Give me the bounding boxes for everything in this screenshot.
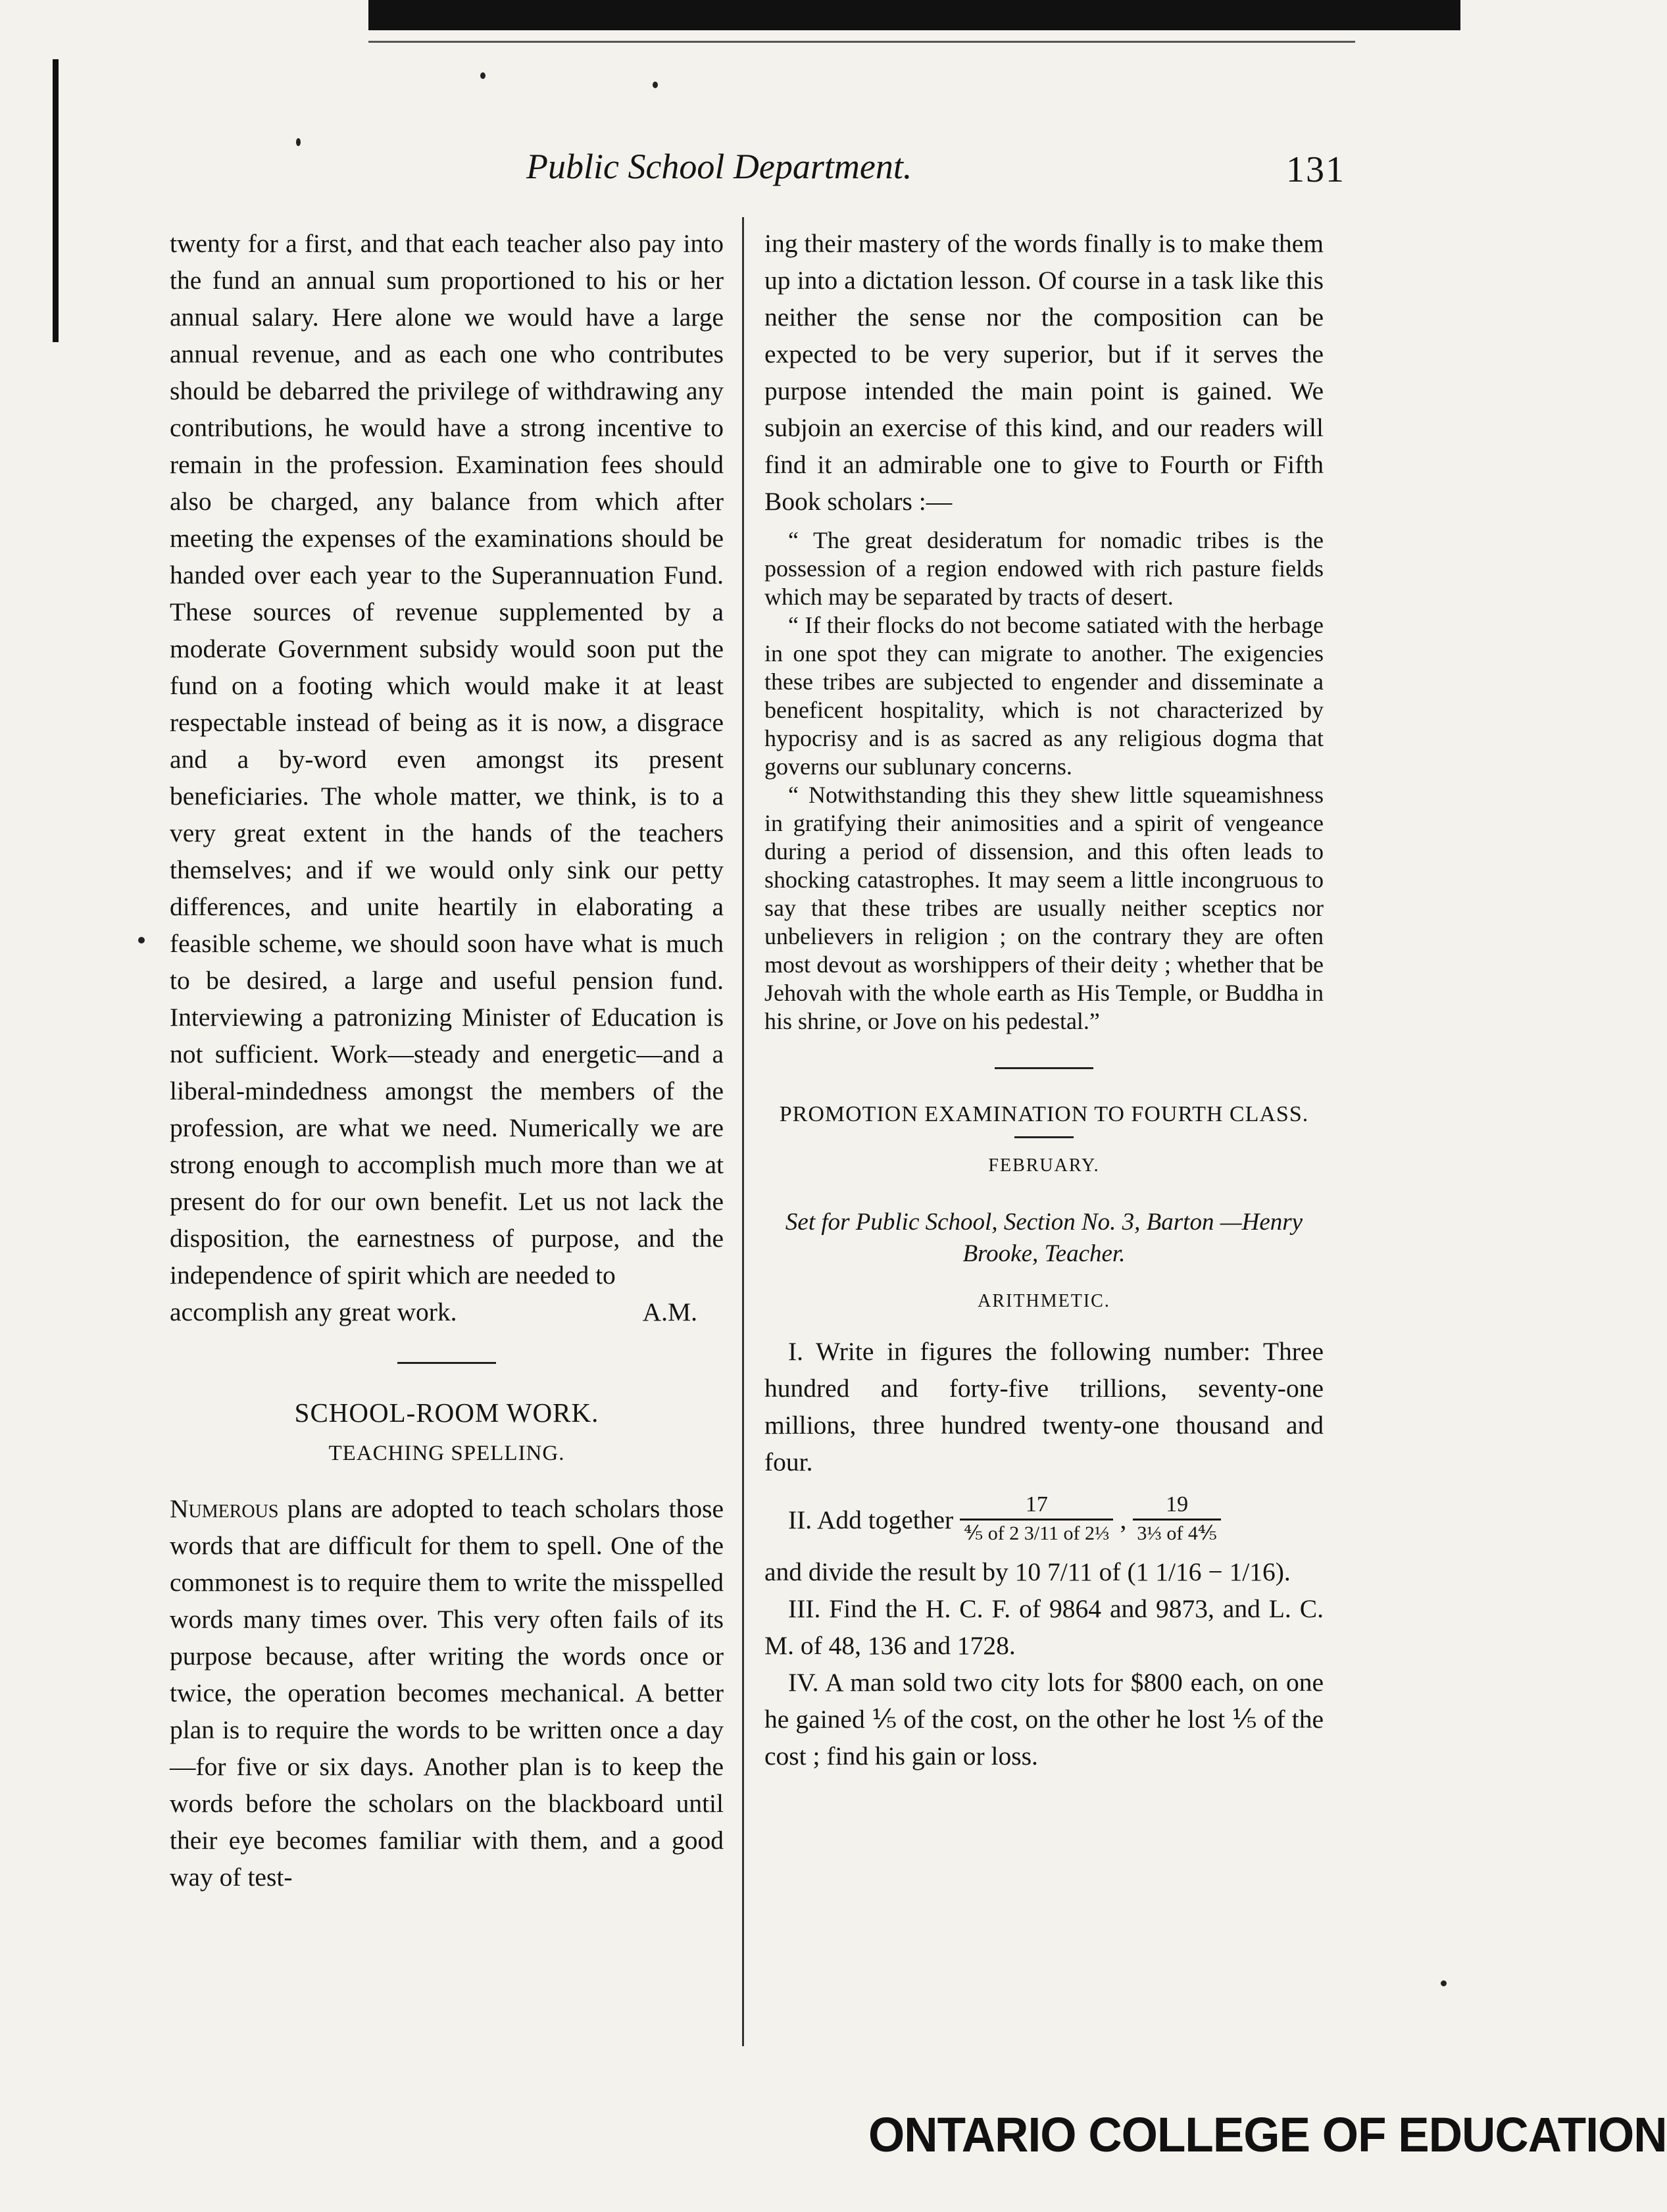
running-head [0, 146, 1539, 192]
question-2-tail: and divide the result by 10 7/11 of (1 1/16 − 1/16). [764, 1557, 1291, 1586]
speck [653, 82, 658, 88]
fraction-denominator: ⅘ of 2 3/11 of 2⅓ [960, 1519, 1113, 1547]
dictation-quote: “ If their flocks do not become satiated with the herbage in one spot they can migrate to another. The exigencies these tribes are subjected to engender and disseminate a beneficent hospitality, which is not characterized by hypocrisy and is as sacred as any religious dogma that governs our sublunary concerns. [764, 612, 1324, 780]
library-stamp: ONTARIO COLLEGE OF EDUCATION [868, 2107, 1667, 2162]
closing-text: accomplish any great work. [170, 1297, 457, 1326]
speck [138, 937, 145, 943]
left-column [170, 225, 724, 1896]
fraction-numerator: 17 [1025, 1492, 1048, 1517]
speck [480, 72, 485, 79]
fraction-separator: , [1120, 1505, 1127, 1534]
exam-set-line: Set for Public School, Section No. 3, Barton —Henry Brooke, Teacher. [785, 1209, 1303, 1267]
top-rule [368, 41, 1355, 43]
body-paragraph: twenty for a first, and that each teacher also pay into the fund an annual sum proportioned to his or her annual salary. Here alone we would have a large annual revenue, and as each one who contributes should be debarred the privilege of withdrawing any contributions, he would have a strong incentive to remain in the profession. Examination fees should also be charged, any balance from which after meeting the expenses of the examinations should be handed over each year to the Superannuation Fund. These sources of revenue supplemented by a moderate Government subsidy would soon put the fund on a footing which would make it at least respectable instead of being as it is now, a disgrace and a by-word even amongst its present beneficiaries. The whole matter, we think, is to a very great extent in the hands of the teachers themselves; and if we would only sink our petty differences, and unite heartily in elaborating a feasible scheme, we should soon have what is much to be desired, a large and useful pension fund. Interviewing a patronizing Minister of Education is not sufficient. Work—steady and energetic—and a liberal-mindedness amongst the members of the profession, are what we need. Numerically we are strong enough to accomplish much more than we at present do for our own benefit. Let us not lack the disposition, the earnestness of purpose, and the independence of spirit which are needed to [170, 229, 724, 1290]
signature: A.M. [642, 1297, 697, 1326]
question-3: III. Find the H. C. F. of 9864 and 9873, and L. C. M. of 48, 136 and 1728. [764, 1594, 1324, 1660]
top-edge-bar [368, 0, 1460, 30]
signoff-line [170, 1294, 724, 1330]
speck [1441, 1980, 1447, 1986]
lead-word: Numerous [170, 1494, 279, 1523]
running-title: Public School Department. [526, 147, 912, 186]
question-2-lead: II. Add together [788, 1505, 954, 1534]
question-4: IV. A man sold two city lots for $800 each, on one he gained ⅕ of the cost, on the other he lost ⅕ of the cost ; find his gain or loss. [764, 1668, 1324, 1771]
column-divider [742, 217, 744, 2046]
question-2 [764, 1492, 1324, 1547]
fraction-denominator: 3⅓ of 4⅘ [1133, 1519, 1221, 1547]
exam-heading: PROMOTION EXAMINATION TO FOURTH CLASS. [779, 1102, 1309, 1126]
dictation-quote: “ The great desideratum for nomadic tribes is the possession of a region endowed with rich pasture fields which may be separated by tracts of desert. [764, 527, 1324, 610]
section-divider [995, 1067, 1093, 1069]
right-column [764, 225, 1324, 1774]
body-paragraph: ing their mastery of the words finally is to make them up into a dictation lesson. Of course in a task like this neither the sense nor the composition can be expected to be very superior, but if it serves the purpose intended the main point is gained. We subjoin an exercise of this kind, and our readers will find it an admirable one to give to Fourth or Fifth Book scholars :— [764, 229, 1324, 516]
binding-edge [53, 59, 59, 342]
fraction-numerator: 19 [1166, 1492, 1189, 1517]
body-paragraph [170, 1490, 724, 1896]
fraction [960, 1492, 1113, 1547]
exam-month: FEBRUARY. [988, 1155, 1100, 1176]
exam-subject: ARITHMETIC. [978, 1291, 1110, 1311]
section-divider [397, 1362, 496, 1364]
paragraph-text: plans are adopted to teach scholars those words that are difficult for them to spell. One of the commonest is to require them to write the misspelled words many times over. This very often fails of its purpose because, after writing the words once or twice, the operation becomes mechanical. A better plan is to require the words to be written once a day—for five or six days. Another plan is to keep the words before the scholars on the blackboard until their eye becomes familiar with them, and a good way of test- [170, 1494, 724, 1892]
small-divider [1014, 1136, 1074, 1138]
subheading: TEACHING SPELLING. [328, 1442, 565, 1465]
question-1: I. Write in figures the following number: Three hundred and forty-five trillions, seventy-one millions, three hundred twenty-one thousand and four. [764, 1337, 1324, 1476]
fraction [1133, 1492, 1221, 1547]
speck [296, 138, 301, 146]
section-heading: SCHOOL-ROOM WORK. [294, 1397, 599, 1428]
dictation-quote: “ Notwithstanding this they shew little squeamishness in gratifying their animosities and a spirit of vengeance during a period of dissension, and this often leads to shocking catastrophes. It may seem a little incongruous to say that these tribes are usually neither sceptics nor unbelievers in religion ; on the contrary they are often most devout as worshippers of their deity ; whether that be Jehovah with the whole earth as His Temple, or Buddha in his shrine, or Jove on his pedestal.” [764, 782, 1324, 1034]
page-number: 131 [1286, 149, 1345, 190]
